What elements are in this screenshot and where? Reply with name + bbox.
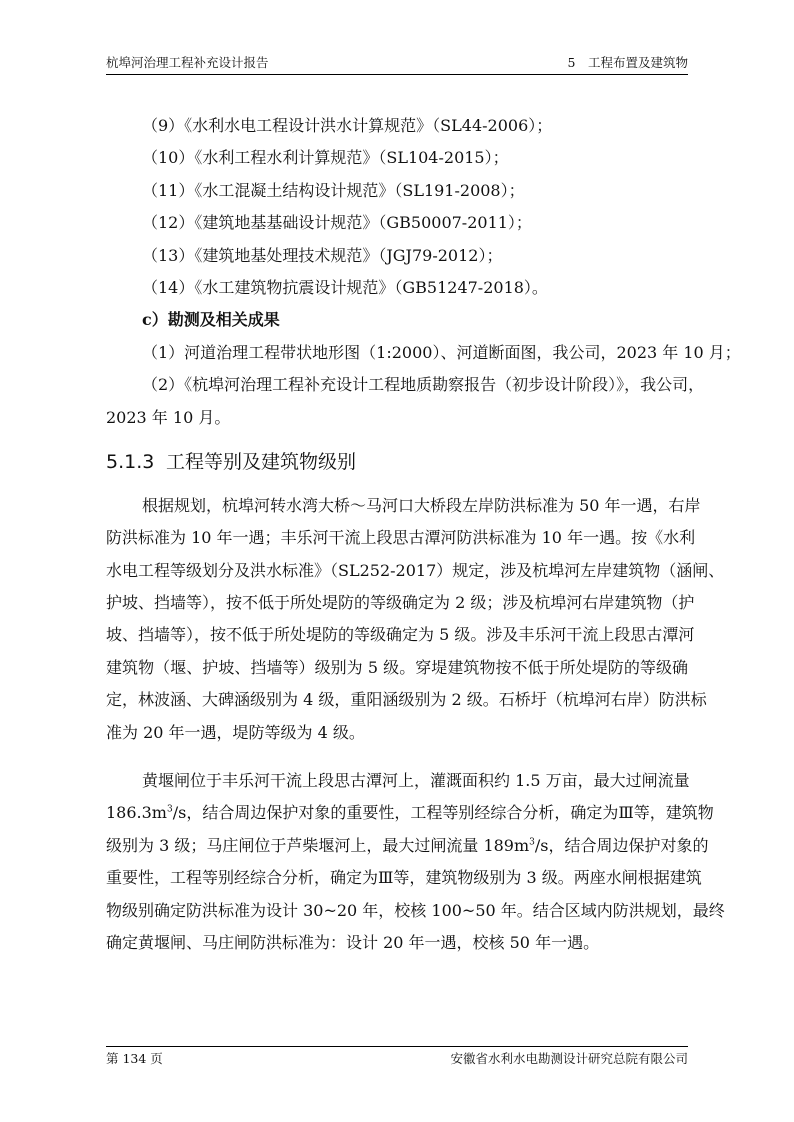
header-rule bbox=[106, 74, 688, 75]
paragraph-line: 定，林波涵、大碑涵级别为 4 级，重阳涵级别为 2 级。石桥圩（杭埠河右岸）防洪标 bbox=[106, 690, 707, 710]
footer-company: 安徽省水利水电勘测设计研究总院有限公司 bbox=[450, 1051, 688, 1066]
paragraph-line: 根据规划，杭埠河转水湾大桥～马河口大桥段左岸防洪标准为 50 年一遇，右岸 bbox=[142, 495, 701, 515]
paragraph-line: 水电工程等级划分及洪水标准》（SL252-2017）规定，涉及杭埠河左岸建筑物（涵闸、 bbox=[106, 560, 725, 580]
survey-item-1: （1）河道治理工程带状地形图（1:2000）、河道断面图，我公司，2023 年 10 月； bbox=[142, 342, 741, 362]
paragraph-line: 坡、挡墙等），按不低于所处堤防的等级确定为 5 级。涉及丰乐河干流上段思古潭河 bbox=[106, 625, 695, 645]
reference-item: （13）《建筑地基处理技术规范》（JGJ79-2012）； bbox=[142, 245, 503, 265]
text-run: 级别为 3 级；马庄闸位于芦柴堰河上，最大过闸流量 189m bbox=[106, 835, 530, 855]
paragraph-sluice-gates bbox=[106, 765, 725, 959]
paragraph-line: 确定黄堰闸、马庄闸防洪标准为：设计 20 年一遇，校核 50 年一遇。 bbox=[106, 932, 600, 952]
page-footer bbox=[106, 1050, 688, 1068]
footer-rule bbox=[106, 1046, 688, 1047]
reference-item: （11）《水工混凝土结构设计规范》（SL191-2008）； bbox=[142, 180, 525, 200]
paragraph-line: 护坡、挡墙等），按不低于所处堤防的等级确定为 2 级；涉及杭埠河右岸建筑物（护 bbox=[106, 593, 695, 613]
paragraph-line bbox=[106, 830, 709, 862]
survey-item-2-line-1: （2）《杭埠河治理工程补充设计工程地质勘察报告（初步设计阶段）》，我公司， bbox=[142, 375, 705, 395]
reference-item: （9）《水利水电工程设计洪水计算规范》（SL44-2006）； bbox=[142, 116, 553, 135]
header-chapter-title: 5 工程布置及建筑物 bbox=[567, 55, 688, 70]
flow-value: 186.3m bbox=[106, 803, 167, 823]
paragraph-gap bbox=[106, 749, 688, 759]
superscript: 3 bbox=[166, 805, 173, 816]
paragraph-line bbox=[106, 797, 714, 829]
page-number: 第 134 页 bbox=[106, 1051, 163, 1066]
superscript: 3 bbox=[529, 837, 535, 848]
section-number: 5.1.3 bbox=[106, 450, 155, 473]
paragraph-line: 建筑物（堰、护坡、挡墙等）级别为 5 级。穿堤建筑物按不低于所处堤防的等级确 bbox=[106, 657, 688, 677]
reference-item: （12）《建筑地基基础设计规范》（GB50007-2011）； bbox=[142, 213, 532, 233]
paragraph-line: 重要性，工程等别经综合分析，确定为Ⅲ等，建筑物级别为 3 级。两座水闸根据建筑 bbox=[106, 868, 702, 888]
paragraph-line: 准为 20 年一遇，堤防等级为 4 级。 bbox=[106, 722, 365, 742]
section-title: 工程等别及建筑物级别 bbox=[166, 450, 357, 473]
reference-item: （10）《水利工程水利计算规范》（SL104-2015）； bbox=[142, 148, 509, 168]
text-run: /s，结合周边保护对象的重要性，工程等别经综合分析，确定为Ⅲ等，建筑物 bbox=[172, 803, 714, 823]
text-run: /s，结合周边保护对象的 bbox=[534, 835, 709, 855]
reference-item: （14）《水工建筑物抗震设计规范》（GB51247-2018）。 bbox=[142, 277, 548, 297]
page-header bbox=[106, 54, 688, 72]
page-body bbox=[106, 110, 741, 959]
section-heading bbox=[106, 440, 688, 484]
paragraph-line: 防洪标准为 10 年一遇；丰乐河干流上段思古潭河防洪标准为 10 年一遇。按《水利 bbox=[106, 528, 696, 548]
survey-heading: c）勘测及相关成果 bbox=[142, 310, 280, 330]
paragraph-grade-standards bbox=[106, 490, 725, 749]
survey-item-2-line-2: 2023 年 10 月。 bbox=[106, 407, 231, 427]
header-report-title: 杭埠河治理工程补充设计报告 bbox=[106, 55, 269, 70]
paragraph-line: 物级别确定防洪标准为设计 30~20 年，校核 100~50 年。结合区域内防洪规划，最终 bbox=[106, 900, 725, 920]
paragraph-line: 黄堰闸位于丰乐河干流上段思古潭河上，灌溉面积约 1.5 万亩，最大过闸流量 bbox=[142, 771, 690, 791]
